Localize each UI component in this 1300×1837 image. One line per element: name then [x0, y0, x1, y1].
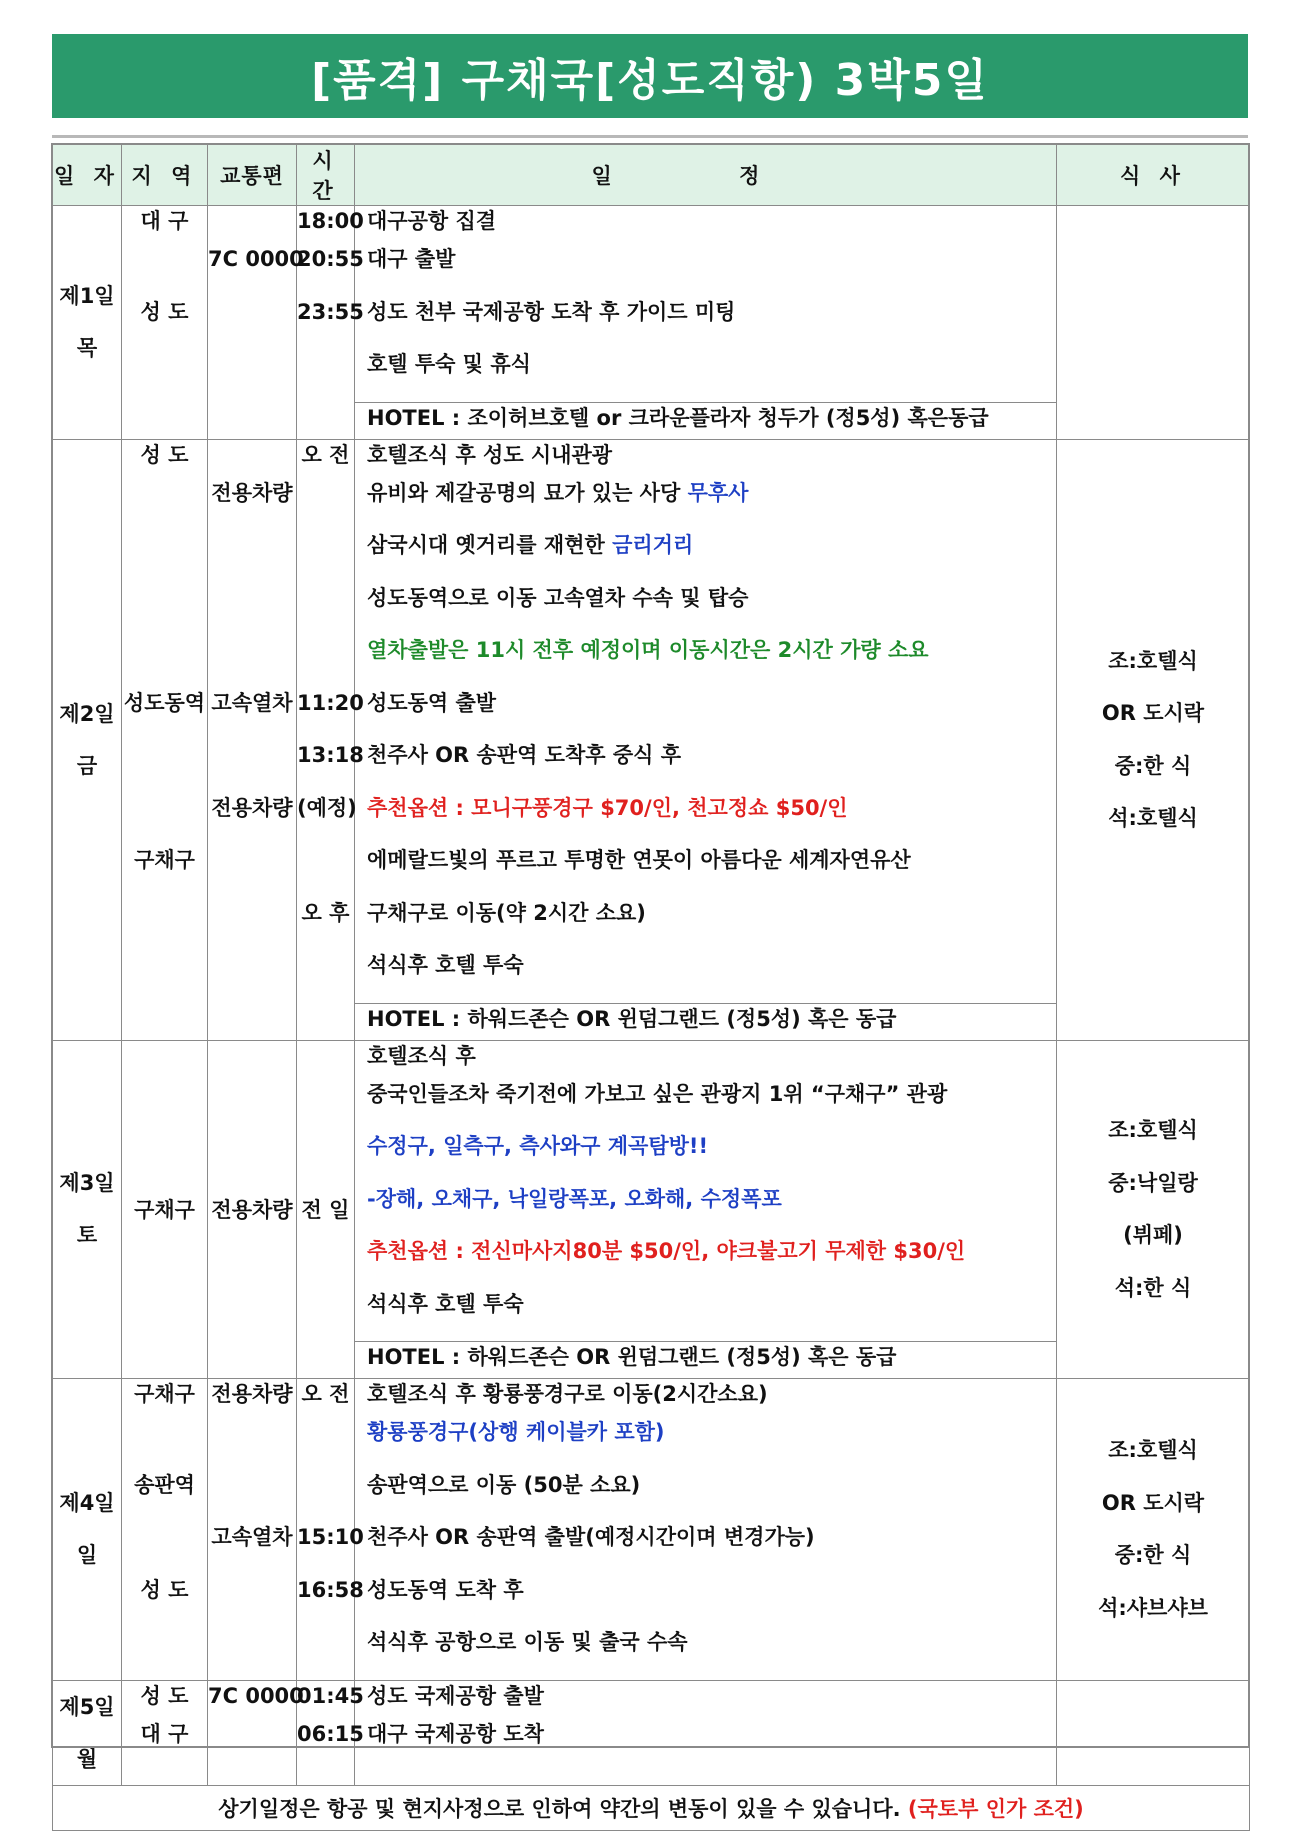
- weekday-label: 일: [76, 1543, 98, 1568]
- time-line: [297, 478, 354, 531]
- meal-line: 조:호텔식: [1108, 1438, 1198, 1463]
- schedule-line: [367, 898, 1056, 951]
- transport-line: [208, 583, 296, 636]
- schedule-text: 대구 국제공항 도착: [367, 1721, 544, 1746]
- hotel-info: HOTEL : 하워드존슨 OR 윈덤그랜드 (정5성) 혹은 동급: [367, 1006, 897, 1031]
- transport-cell: [208, 1040, 297, 1379]
- day-row: [53, 206, 1250, 403]
- time-line: (예정): [297, 795, 357, 820]
- footer-approval-note: (국토부 인가 조건): [907, 1796, 1084, 1821]
- hotel-info: HOTEL : 조이허브호텔 or 크라운플라자 청두가 (정5성) 혹은동급: [367, 405, 989, 430]
- schedule-text: 호텔 투숙 및 휴식: [367, 352, 531, 376]
- schedule-text: 대구 출발: [367, 247, 456, 271]
- region-value: 구채구: [134, 1198, 195, 1223]
- schedule-line: [367, 1131, 1056, 1184]
- time-line: 오 후: [301, 900, 350, 925]
- time-line: 20:55: [297, 247, 364, 271]
- transport-value: 전용차량: [211, 1198, 293, 1223]
- region-cell: [122, 1379, 208, 1681]
- hotel-cell: [355, 1003, 1057, 1040]
- transport-line: [208, 898, 296, 951]
- header-time: 시 간: [297, 145, 355, 206]
- time-line: 16:58: [297, 1577, 364, 1602]
- time-line: [297, 1470, 354, 1523]
- schedule-highlight: 황룡풍경구(상행 케이블카 포함): [367, 1420, 665, 1444]
- day-row: [53, 1680, 1250, 1785]
- region-line: [122, 1417, 207, 1470]
- time-line: [297, 845, 354, 898]
- region-line: 성 도: [140, 442, 189, 467]
- footer-note: [53, 1785, 1250, 1830]
- meal-cell: [1057, 1379, 1250, 1681]
- schedule-line: [367, 1522, 1056, 1575]
- schedule-highlight: 무후사: [687, 480, 749, 505]
- region-line: 대 구: [140, 1721, 189, 1746]
- time-cell: [297, 1379, 364, 1681]
- transport-line: 전용차량: [211, 1382, 293, 1406]
- header-schedule: 일 정: [355, 145, 1057, 206]
- region-line: 성 도: [140, 1577, 189, 1602]
- region-cell: [122, 439, 208, 1040]
- transport-line: [208, 297, 296, 350]
- transport-line: [208, 206, 296, 244]
- schedule-text: 성도 천부 국제공항 도착 후 가이드 미팅: [367, 299, 736, 324]
- schedule-text: 석식후 공항으로 이동 및 출국 수속: [367, 1630, 688, 1654]
- region-line: [122, 530, 207, 583]
- transport-line: [208, 635, 296, 688]
- meal-line: 조:호텔식: [1108, 648, 1198, 673]
- schedule-text: 천주사 OR 송판역 출발(예정시간이며 변경가능): [367, 1525, 815, 1549]
- day-cell: [53, 206, 122, 440]
- transport-cell: [208, 206, 304, 440]
- time-line: [297, 583, 354, 636]
- schedule-line: [367, 688, 1056, 741]
- schedule-line: [367, 1079, 1056, 1132]
- transport-line: [208, 1417, 296, 1470]
- transport-cell: [208, 1680, 304, 1785]
- region-line: [122, 478, 207, 531]
- time-line: [297, 349, 354, 402]
- schedule-line: [367, 583, 1056, 636]
- time-line: 23:55: [297, 299, 364, 324]
- schedule-line: [367, 530, 1056, 583]
- meal-line: 석:샤브샤브: [1098, 1595, 1208, 1620]
- schedule-line: [367, 950, 1056, 1003]
- day-label: 제4일: [59, 1491, 115, 1516]
- transport-line: [208, 440, 296, 478]
- schedule-line: [367, 297, 1056, 350]
- schedule-line: [367, 1575, 1056, 1628]
- meal-line: 석:한 식: [1114, 1275, 1192, 1300]
- schedule-line: [367, 1379, 1056, 1417]
- schedule-line: [367, 206, 1056, 244]
- time-line: 06:15: [297, 1721, 364, 1746]
- region-line: [122, 793, 207, 846]
- region-line: 구채구: [134, 1382, 195, 1406]
- time-line: 11:20: [297, 690, 364, 715]
- weekday-label: 금: [76, 753, 98, 778]
- meal-cell: [1057, 206, 1250, 440]
- transport-line: 고속열차: [211, 690, 293, 715]
- schedule-text: 중국인들조차 죽기전에 가보고 싶은 관광지 1위 “구채구” 관광: [367, 1081, 948, 1106]
- schedule-cell: [355, 439, 1057, 1003]
- schedule-text: 삼국시대 옛거리를 재현한: [367, 533, 613, 557]
- schedule-cell: [355, 1040, 1057, 1342]
- header-day: 일 자: [53, 145, 122, 206]
- transport-cell: [208, 439, 297, 1040]
- region-cell: [122, 1680, 208, 1785]
- transport-line: 전용차량: [211, 795, 293, 820]
- schedule-highlight: 추천옵션 : 전신마사지80분 $50/인, 야크불고기 무제한 $30/인: [367, 1239, 966, 1263]
- transport-line: [208, 845, 296, 898]
- schedule-cell: [355, 1680, 1057, 1785]
- time-line: [297, 1417, 354, 1470]
- schedule-text: 송판역으로 이동 (50분 소요): [367, 1472, 641, 1497]
- meal-line: 조:호텔식: [1108, 1118, 1198, 1143]
- time-line: 15:10: [297, 1525, 364, 1549]
- transport-line: 7C 0000: [208, 247, 304, 271]
- transport-line: [208, 1575, 296, 1628]
- region-line: 송판역: [134, 1472, 195, 1497]
- header-row: [53, 145, 1250, 206]
- weekday-label: 토: [76, 1223, 98, 1248]
- schedule-text: 석식후 호텔 투숙: [367, 953, 524, 977]
- schedule-text: 구채구로 이동(약 2시간 소요): [367, 900, 646, 925]
- transport-line: [208, 530, 296, 583]
- region-line: [122, 740, 207, 793]
- day-label: 제3일: [59, 1171, 115, 1196]
- footer-row: [53, 1785, 1250, 1830]
- day-cell: [53, 1680, 122, 1785]
- region-line: 성 도: [140, 1683, 189, 1708]
- schedule-highlight: 수정구, 일측구, 측사와구 계곡탐방!!: [367, 1134, 709, 1158]
- schedule-highlight: 금리거리: [612, 533, 694, 557]
- region-line: 구채구: [134, 848, 195, 872]
- header-transport: 교통편: [208, 145, 297, 206]
- transport-line: [208, 1719, 296, 1772]
- schedule-line: [367, 478, 1056, 531]
- schedule-line: [367, 1470, 1056, 1523]
- region-line: [122, 244, 207, 297]
- schedule-line: [367, 793, 1056, 846]
- schedule-line: [367, 440, 1056, 478]
- footer-text: 상기일정은 항공 및 현지사정으로 인하여 약간의 변동이 있을 수 있습니다.: [218, 1796, 908, 1821]
- schedule-text: 대구공항 집결: [367, 209, 497, 233]
- schedule-cell: [355, 1379, 1057, 1681]
- day-cell: [53, 439, 122, 1040]
- title-divider: [52, 135, 1248, 138]
- day-label: 제5일: [59, 1694, 115, 1719]
- time-line: [297, 1627, 354, 1680]
- schedule-text: 호텔조식 후 성도 시내관광: [367, 442, 613, 467]
- schedule-line: [367, 1627, 1056, 1680]
- schedule-text: 호텔조식 후 황룡풍경구로 이동(2시간소요): [367, 1382, 768, 1406]
- transport-line: [208, 349, 296, 402]
- hotel-cell: [355, 402, 1057, 439]
- day-row: [53, 439, 1250, 1003]
- meal-line: OR 도시락: [1101, 1490, 1205, 1515]
- region-line: 대 구: [140, 209, 189, 233]
- time-cell: [297, 1040, 355, 1379]
- schedule-text: 성도동역 도착 후: [367, 1577, 524, 1602]
- transport-line: 전용차량: [211, 480, 293, 505]
- region-line: 성 도: [140, 299, 189, 324]
- transport-cell: [208, 1379, 297, 1681]
- time-line: [297, 530, 354, 583]
- region-line: [122, 1627, 207, 1680]
- day-row: [53, 1379, 1250, 1681]
- schedule-highlight: -장해, 오채구, 낙일랑폭포, 오화해, 수정폭포: [367, 1186, 782, 1211]
- region-cell: [122, 206, 208, 440]
- weekday-label: 월: [76, 1746, 98, 1771]
- transport-line: [208, 1470, 296, 1523]
- region-line: [122, 898, 207, 951]
- schedule-text: 유비와 제갈공명의 묘가 있는 사당: [367, 480, 688, 505]
- header-region: 지 역: [122, 145, 208, 206]
- schedule-highlight: 추천옵션 : 모니구풍경구 $70/인, 천고정쇼 $50/인: [367, 795, 848, 820]
- transport-line: [208, 740, 296, 793]
- schedule-line: [367, 349, 1056, 402]
- transport-line: [208, 950, 296, 1003]
- region-line: 성도동역: [123, 690, 206, 715]
- meal-cell: [1057, 1680, 1250, 1785]
- meal-cell: [1057, 439, 1250, 1040]
- transport-line: 고속열차: [211, 1525, 293, 1549]
- time-line: [297, 950, 354, 1003]
- meal-line: 중:낙일랑: [1108, 1170, 1198, 1195]
- day-label: 제1일: [59, 284, 115, 309]
- schedule-line: [367, 1289, 1056, 1342]
- region-line: [122, 635, 207, 688]
- schedule-text: 성도동역으로 이동 고속열차 수속 및 탑승: [367, 585, 749, 610]
- meal-line: 석:호텔식: [1108, 806, 1198, 830]
- schedule-line: [367, 635, 1056, 688]
- time-cell: [297, 206, 364, 440]
- hotel-info: HOTEL : 하워드존슨 OR 윈덤그랜드 (정5성) 혹은 동급: [367, 1345, 897, 1369]
- time-line: 18:00: [297, 209, 364, 233]
- schedule-text: 성도동역 출발: [367, 690, 497, 715]
- time-line: 오 전: [301, 442, 350, 467]
- hotel-cell: [355, 1342, 1057, 1379]
- weekday-label: 목: [76, 336, 98, 361]
- time-line: 01:45: [297, 1683, 364, 1708]
- schedule-line: [367, 1041, 1056, 1079]
- day-row: [53, 1040, 1250, 1342]
- schedule-text: 성도 국제공항 출발: [367, 1683, 544, 1708]
- region-line: [122, 349, 207, 402]
- meal-line: (뷔페): [1123, 1223, 1183, 1248]
- schedule-line: [367, 1236, 1056, 1289]
- schedule-text: 호텔조식 후: [367, 1043, 476, 1068]
- schedule-cell: [355, 206, 1057, 403]
- region-line: [122, 1522, 207, 1575]
- day-cell: [53, 1379, 122, 1681]
- time-value: 전 일: [301, 1198, 350, 1223]
- schedule-text: 석식후 호텔 투숙: [367, 1291, 524, 1316]
- time-line: 13:18: [297, 743, 364, 767]
- schedule-text: 에메랄드빛의 푸르고 투명한 연못이 아름다운 세계자연유산: [367, 848, 911, 872]
- schedule-line: [367, 1184, 1056, 1237]
- page-title: [품격] 구채국[성도직항) 3박5일: [52, 34, 1248, 118]
- schedule-line: [367, 1417, 1056, 1470]
- schedule-text: 천주사 OR 송판역 도착후 중식 후: [367, 743, 682, 767]
- transport-line: [208, 1627, 296, 1680]
- region-cell: [122, 1040, 208, 1379]
- region-line: [122, 583, 207, 636]
- time-line: [297, 635, 354, 688]
- schedule-line: [367, 740, 1056, 793]
- schedule-highlight: 열차출발은 11시 전후 예정이며 이동시간은 2시간 가량 소요: [367, 638, 929, 662]
- schedule-line: [367, 1681, 1056, 1719]
- header-meal: 식 사: [1057, 145, 1250, 206]
- schedule-line: [367, 1719, 1056, 1772]
- time-cell: [297, 1680, 364, 1785]
- meal-line: 중:한 식: [1114, 753, 1192, 778]
- meal-line: OR 도시락: [1101, 701, 1205, 725]
- day-cell: [53, 1040, 122, 1379]
- itinerary-table: [52, 144, 1250, 1831]
- schedule-line: [367, 845, 1056, 898]
- day-label: 제2일: [59, 701, 115, 726]
- schedule-line: [367, 244, 1056, 297]
- region-line: [122, 950, 207, 1003]
- time-line: 오 전: [301, 1382, 350, 1406]
- meal-cell: [1057, 1040, 1250, 1379]
- transport-line: 7C 0000: [208, 1683, 304, 1708]
- time-cell: [297, 439, 364, 1040]
- meal-line: 중:한 식: [1114, 1543, 1192, 1568]
